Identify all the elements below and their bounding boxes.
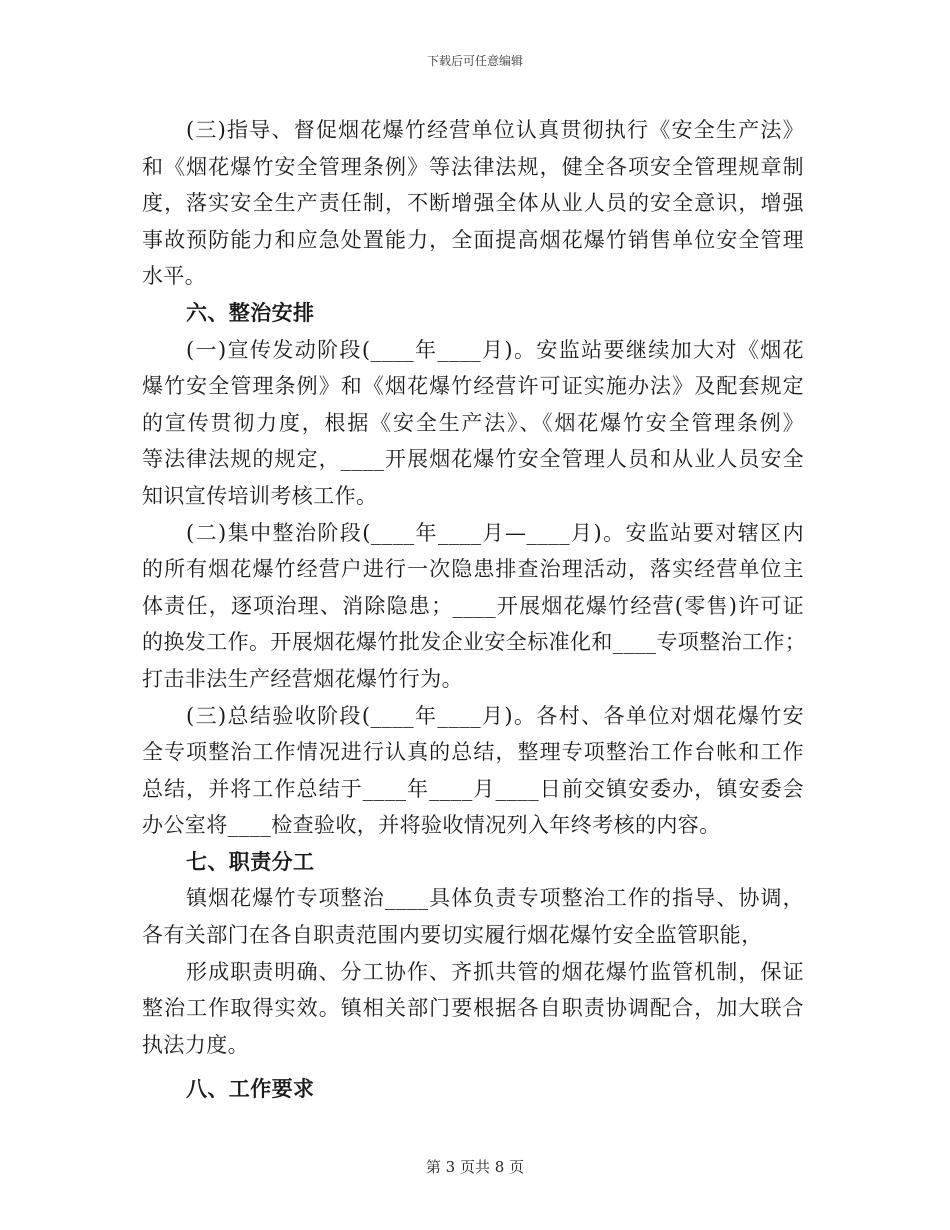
paragraph-line: 事故预防能力和应急处置能力，全面提高烟花爆竹销售单位安全管理	[142, 227, 804, 252]
paragraph-line: (二)集中整治阶段(____年____月—____月)。安监站要对辖区内	[186, 520, 804, 545]
paragraph-line: (三)指导、督促烟花爆竹经营单位认真贯彻执行《安全生产法》	[186, 118, 804, 142]
paragraph-line: 的换发工作。开展烟花爆竹批发企业安全标准化和____专项整治工作；	[142, 630, 807, 655]
paragraph-line: 全专项整治工作情况进行认真的总结，整理专项整治工作台帐和工作	[142, 740, 804, 765]
section-heading: 八、工作要求	[186, 1076, 315, 1102]
page-footer: 第 3 页共 8 页	[425, 1158, 525, 1176]
paragraph-line: 各有关部门在各自职责范围内要切实履行烟花爆竹安全监管职能，	[142, 923, 763, 948]
paragraph-line: (一)宣传发动阶段(____年____月)。安监站要继续加大对《烟花	[186, 337, 804, 362]
paragraph-line: 执法力度。	[142, 1032, 249, 1057]
paragraph-line: 水平。	[142, 264, 207, 289]
paragraph-line: 爆竹安全管理条例》和《烟花爆竹经营许可证实施办法》及配套规定	[142, 374, 804, 399]
paragraph-line: 总结，并将工作总结于____年____月____日前交镇安委办，镇安委会	[142, 776, 804, 801]
paragraph-line: 体责任，逐项治理、消除隐患；____开展烟花爆竹经营(零售)许可证	[142, 593, 804, 618]
paragraph-line: 度，落实安全生产责任制，不断增强全体从业人员的安全意识，增强	[142, 191, 804, 216]
paragraph-line: 的宣传贯彻力度，根据《安全生产法》、《烟花爆竹安全管理条例》	[142, 410, 804, 435]
paragraph-line: 形成职责明确、分工协作、齐抓共管的烟花爆竹监管机制，保证	[186, 959, 804, 984]
paragraph-line: 知识宣传培训考核工作。	[142, 483, 378, 508]
document-body	[142, 112, 807, 1108]
paragraph-line: (三)总结验收阶段(____年____月)。各村、各单位对烟花爆竹安	[186, 703, 804, 728]
section-heading: 七、职责分工	[186, 848, 315, 874]
paragraph-line: 和《烟花爆竹安全管理条例》等法律法规，健全各项安全管理规章制	[142, 154, 804, 179]
paragraph-line: 打击非法生产经营烟花爆竹行为。	[142, 666, 463, 691]
paragraph-line: 整治工作取得实效。镇相关部门要根据各自职责协调配合，加大联合	[142, 996, 804, 1021]
paragraph-line: 等法律法规的规定，____开展烟花爆竹安全管理人员和从业人员安全	[142, 447, 804, 472]
paragraph-line: 办公室将____检查验收，并将验收情况列入年终考核的内容。	[142, 813, 721, 838]
section-heading: 六、整治安排	[186, 299, 315, 325]
page-header: 下载后可任意编辑	[426, 54, 523, 68]
paragraph-line: 镇烟花爆竹专项整治____具体负责专项整治工作的指导、协调，	[186, 886, 804, 911]
paragraph-line: 的所有烟花爆竹经营户进行一次隐患排查治理活动，落实经营单位主	[142, 557, 804, 582]
